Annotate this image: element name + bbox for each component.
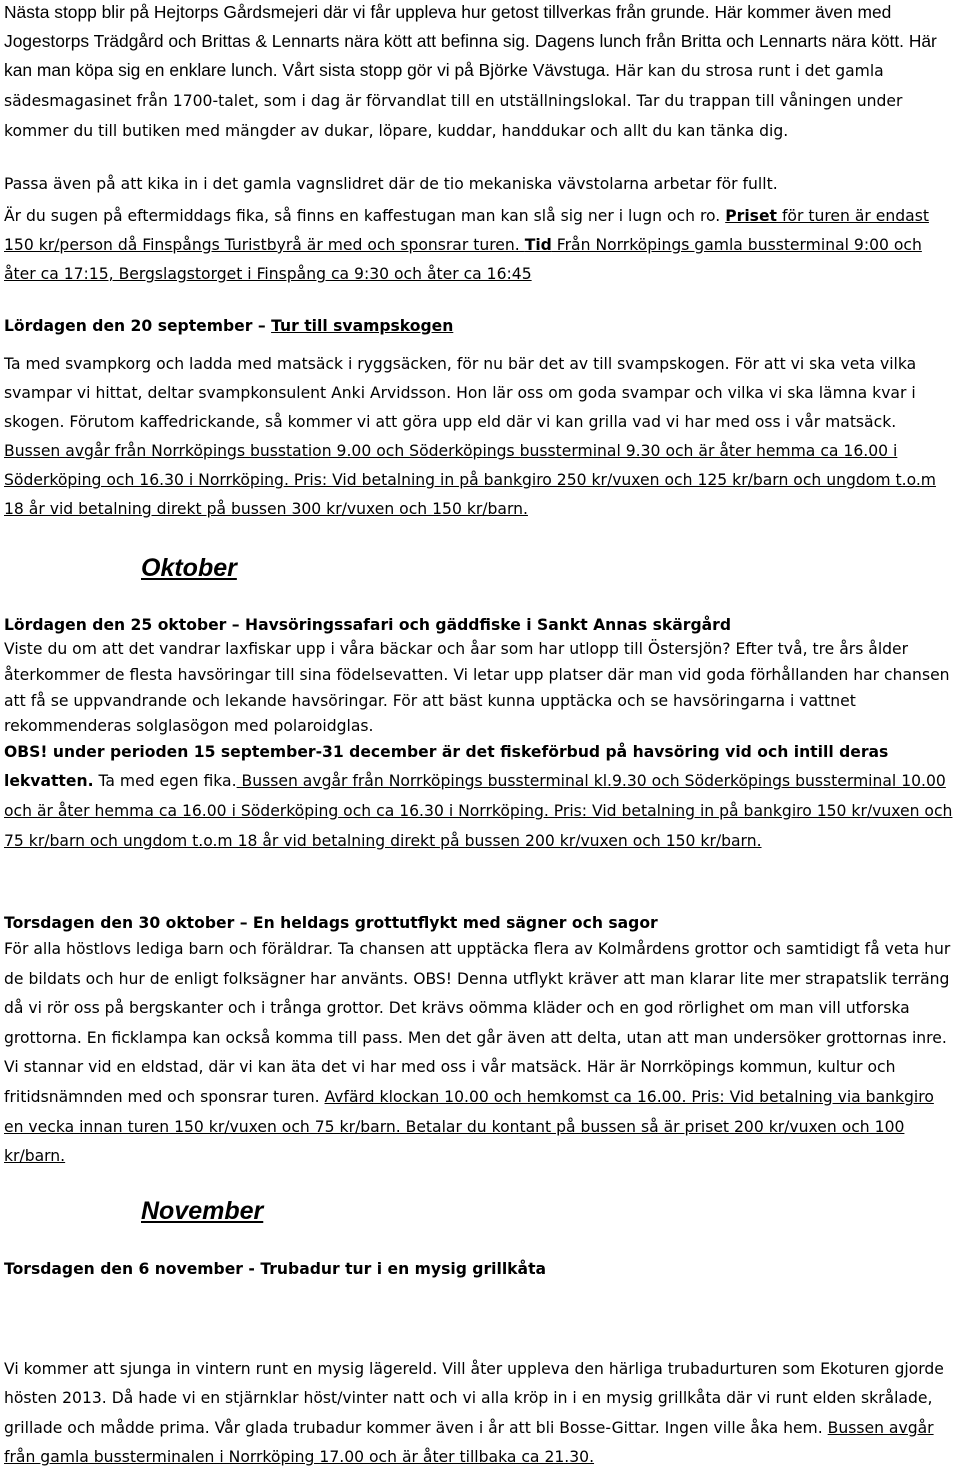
trubadur-body-text: Vi kommer att sjunga in vintern runt en mysig lägereld. Vill åter uppleva den härliga trubadurturen som Ekoturen gjorde hösten 2013. Då hade vi en stjärnklar höst/vinter natt och vi alla kröp in i en mysig grillkåta där vi runt elden skrålade, grillade och mådde prima. Vår glada trubadur kommer även i år att bli Bosse-Gittar. Ingen ville åka hem.: [4, 1360, 944, 1437]
grotta-body-text: För alla höstlovs lediga barn och föräldrar. Ta chansen att upptäcka flera av Kolmårdens grottor och samtidigt få veta hur de bildats och hur de enligt folksägner har använts. OBS! Denna utflykt kräver att man klarar lite mer strapatslik terräng då vi rör oss på bergskanter och i trånga grottor. Det krävs oömma kläder och en god rörlighet om man vill utforska grottorna. En ficklampa kan också komma till pass. Men det går även att delta, utan att man undersöker grottornas inre. Vi stannar vid en eldstad, där vi kan äta det vi har med oss i vår matsäck. Här är Norrköpings kommun, kultur och fritidsnämnden med och sponsrar turen.: [4, 940, 951, 1106]
intro-vagnslidret: Passa även på att kika in i det gamla vagnslidret där de tio mekaniska vävstolarna arbetar för fullt.: [4, 175, 778, 193]
svamp-heading: [4, 313, 453, 339]
intro-price-time: [4, 202, 956, 289]
intro-price-text: för turen är endast 150 kr/person då Finspångs Turistbyrå är med och sponsrar turen.: [4, 207, 929, 254]
svamp-body-text: Ta med svampkorg och ladda med matsäck i ryggsäcken, för nu bär det av till svampskogen. För att vi ska veta vilka svampar vi hittat, deltar svampkonsulent Anki Arvidsson. Hon lär oss om goda svampar och vilka vi ska lämna kvar i skogen. Förutom kaffedrickande, så kommer vi att göra upp eld där vi kan grilla vad vi har med oss i vår matsäck.: [4, 355, 917, 431]
grotta-departure-price: Avfärd klockan 10.00 och hemkomst ca 16.00. Pris: Vid betalning via bankgiro en vecka innan turen 150 kr/vuxen och 75 kr/barn. Betalar du kontant på bussen så är priset 200 kr/vuxen och 100 kr/barn.: [4, 1087, 934, 1166]
svamp-heading-date: Lördagen den 20 september: [4, 317, 253, 335]
intro-paragraph: [4, 0, 956, 146]
havsoring-body-text: Viste du om att det vandrar laxfiskar upp i våra bäckar och åar som har utlopp till Östersjön? Efter två, tre års ålder återkommer de flesta havsöringar till sina födelsevatten. Vi letar upp platser där man vid goda förhållanden har chansen att få se uppvandrande och lekande havsöringar. För att bäst kunna upptäcka och se havsöringarna i vattnet rekommenderas solglasögon med polaroidglas.: [4, 640, 950, 736]
trubadur-bus-time: Bussen avgår från gamla bussterminalen i Norrköping 17.00 och är åter tillbaka ca 21.30.: [4, 1418, 934, 1467]
havsoring-fika: Ta med egen fika.: [93, 771, 237, 790]
svamp-heading-title: Tur till svampskogen: [271, 317, 454, 335]
intro-text-part1: Nästa stopp blir på Hejtorps Gårdsmejeri där vi får uppleva hur getost tillverkas från grunde. Här kommer även med Jogestorps Trädgård och Brittas & Lennarts nära kött att befinna sig. Dagens lunch från Britta och Lennarts nära kött. Här kan man köpa sig en enklare lunch. Vårt sista stopp gör vi på Björke Vävstuga.: [4, 2, 937, 80]
month-oktober: Oktober: [141, 554, 237, 582]
havsoring-body: [4, 637, 956, 856]
intro-tid-label: Tid: [524, 236, 552, 254]
svamp-bus-price: Bussen avgår från Norrköpings busstation 9.00 och Söderköpings bussterminal 9.30 och är åter hemma ca 16.00 i Söderköping och 16.30 i Norrköping. Pris: Vid betalning in på bankgiro 250 kr/vuxen och 125 kr/barn och ungdom t.o.m 18 år vid betalning direkt på bussen 300 kr/vuxen och 150 kr/barn.: [4, 442, 936, 518]
grotta-body: [4, 935, 956, 1172]
intro-fika-text: Är du sugen på eftermiddags fika, så finns en kaffestugan man kan slå sig ner i lugn och ro.: [4, 207, 726, 225]
havsoring-obs: OBS! under perioden 15 september-31 december är det fiskeförbud på havsöring vid och intill deras lekvatten.: [4, 743, 889, 790]
svamp-heading-dash: –: [252, 317, 272, 335]
svamp-body: [4, 350, 956, 524]
trubadur-body: [4, 1355, 956, 1473]
trubadur-heading: Torsdagen den 6 november - Trubadur tur i en mysig grillkåta: [4, 1260, 547, 1278]
month-november: November: [141, 1197, 264, 1225]
havsoring-bus-price: Bussen avgår från Norrköpings bussterminal kl.9.30 och Söderköpings bussterminal 10.00 och är åter hemma ca 16.00 i Söderköping och ca 16.30 i Norrköping. Pris: Vid betalning in på bankgiro 150 kr/vuxen och 75 kr/barn och ungdom t.o.m 18 år vid betalning direkt på bussen 200 kr/vuxen och 150 kr/barn.: [4, 771, 953, 850]
intro-priset-label: Priset: [725, 207, 777, 225]
havsoring-heading: Lördagen den 25 oktober – Havsöringssafari och gäddfiske i Sankt Annas skärgård: [4, 616, 731, 634]
intro-text-part2: Här kan du strosa runt i det gamla sädesmagasinet från 1700-talet, som i dag är förvandlat till en utställningslokal. Tar du trappan till våningen under kommer du till butiken med mängder av dukar, löpare, kuddar, handdukar och allt du kan tänka dig.: [4, 62, 903, 140]
intro-time-text: Från Norrköpings gamla bussterminal 9:00 och åter ca 17:15, Bergslagstorget i Finspång ca 9:30 och åter ca 16:45: [4, 236, 922, 283]
grotta-heading: Torsdagen den 30 oktober – En heldags grottutflykt med sägner och sagor: [4, 914, 658, 932]
